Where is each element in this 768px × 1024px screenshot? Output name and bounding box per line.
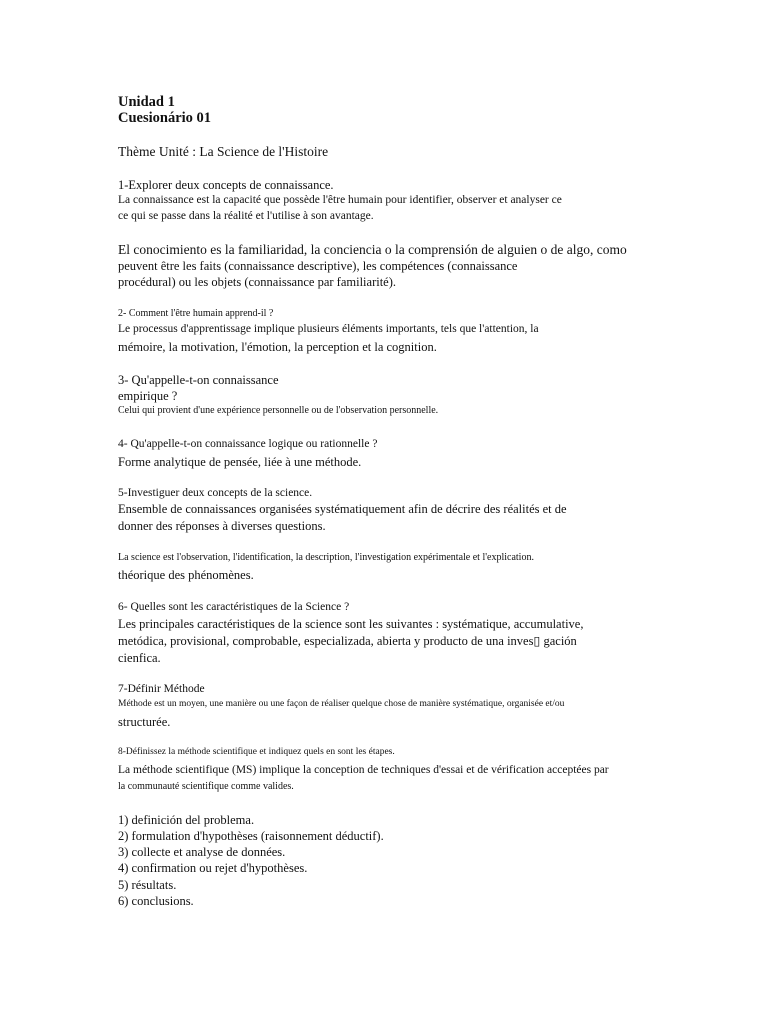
answer-2-line: mémoire, la motivation, l'émotion, la perception et la cognition. (118, 340, 437, 354)
question-4: 4- Qu'appelle-t-on connaissance logique ou rationnelle ? (118, 438, 378, 450)
answer-7-line: Méthode est un moyen, une manière ou une façon de réaliser quelque chose de manière systématique, organisée et/ou (118, 699, 565, 709)
step-item: 1) definición del problema. (118, 813, 255, 827)
answer-7-line: structurée. (118, 715, 171, 729)
unit-heading: Unidad 1 (118, 94, 175, 110)
questionnaire-heading: Cuesionário 01 (118, 110, 212, 126)
answer-6-line: cienfica. (118, 651, 161, 665)
question-2: 2- Comment l'être humain apprend-il ? (118, 308, 274, 319)
answer-1a-line: La connaissance est la capacité que possède l'être humain pour identifier, observer et analyser ce (118, 194, 562, 206)
question-8: 8-Définissez la méthode scientifique et indiquez quels en sont les étapes. (118, 747, 395, 757)
answer-1b-line: procédural) ou les objets (connaissance par familiarité). (118, 275, 397, 289)
question-7: 7-Définir Méthode (118, 683, 205, 695)
answer-1a-line: ce qui se passe dans la réalité et l'utilise à son avantage. (118, 210, 374, 222)
answer-1b-line: peuvent être les faits (connaissance descriptive), les compétences (connaissance (118, 259, 518, 273)
answer-1b-line: El conocimiento es la familiaridad, la conciencia o la comprensión de alguien o de algo, como (118, 242, 627, 257)
question-1: 1-Explorer deux concepts de connaissance. (118, 178, 334, 192)
answer-4: Forme analytique de pensée, liée à une méthode. (118, 455, 362, 469)
question-3-line: 3- Qu'appelle-t-on connaissance (118, 373, 279, 387)
answer-6-line: metódica, provisional, comprobable, especializada, abierta y producto de una inves▯ gación (118, 634, 577, 648)
step-item: 3) collecte et analyse de données. (118, 845, 286, 859)
answer-5a-line: donner des réponses à diverses questions. (118, 519, 326, 533)
question-5: 5-Investiguer deux concepts de la science. (118, 487, 313, 499)
answer-5a-line: Ensemble de connaissances organisées systématiquement afin de décrire des réalités et de (118, 502, 567, 516)
answer-6-line: Les principales caractéristiques de la science sont les suivantes : systématique, accumulative, (118, 617, 584, 631)
step-item: 4) confirmation ou rejet d'hypothèses. (118, 861, 308, 875)
question-6: 6- Quelles sont les caractéristiques de la Science ? (118, 601, 350, 613)
answer-8-line: La méthode scientifique (MS) implique la conception de techniques d'essai et de vérification acceptées par (118, 764, 609, 776)
answer-8-line: la communauté scientifique comme valides. (118, 781, 294, 792)
answer-2-line: Le processus d'apprentissage implique plusieurs éléments importants, tels que l'attention, la (118, 323, 539, 335)
answer-5b-line: théorique des phénomènes. (118, 568, 254, 582)
step-item: 5) résultats. (118, 878, 177, 892)
answer-5b-line: La science est l'observation, l'identification, la description, l'investigation expérimentale et l'explication. (118, 552, 534, 563)
step-item: 2) formulation d'hypothèses (raisonnement déductif). (118, 829, 384, 843)
question-3-line: empirique ? (118, 389, 178, 403)
theme-title: Thème Unité : La Science de l'Histoire (118, 144, 329, 159)
step-item: 6) conclusions. (118, 894, 194, 908)
answer-3: Celui qui provient d'une expérience personnelle ou de l'observation personnelle. (118, 405, 439, 416)
